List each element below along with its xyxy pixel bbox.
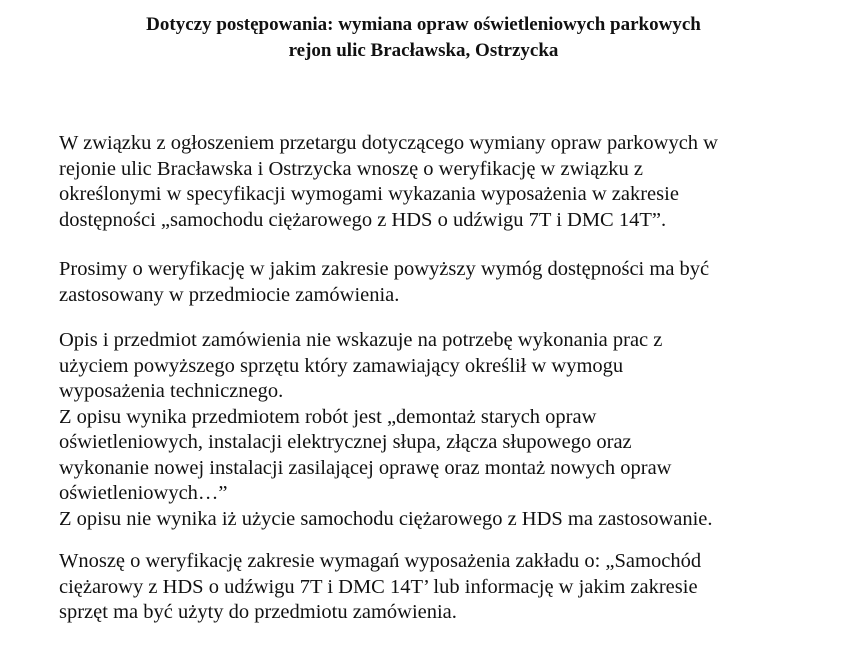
paragraph-line: Wnoszę o weryfikację zakresie wymagań wyposażenia zakładu o: „Samochód [59, 550, 702, 572]
paragraph-line: oświetleniowych…” [59, 482, 228, 504]
paragraph-1 [59, 131, 718, 233]
paragraph-line: sprzęt ma być użyty do przedmiotu zamówienia. [59, 601, 457, 623]
paragraph-2 [59, 257, 709, 308]
paragraph-line: zastosowany w przedmiocie zamówienia. [59, 283, 400, 306]
paragraph-line: wyposażenia technicznego. [59, 380, 284, 402]
document-heading [0, 12, 847, 64]
paragraph-line: dostępności „samochodu ciężarowego z HDS o udźwigu 7T i DMC 14T”. [59, 208, 667, 231]
paragraph-line: Z opisu wynika przedmiotem robót jest „demontaż starych opraw [59, 405, 597, 428]
paragraph-3 [59, 328, 713, 532]
paragraph-line: oświetleniowych, instalacji elektrycznej słupa, złącza słupowego oraz [59, 431, 632, 453]
paragraph-line: Opis i przedmiot zamówienia nie wskazuje na potrzebę wykonania prac z [59, 329, 663, 351]
paragraph-line: wykonanie nowej instalacji zasilającej oprawę oraz montaż nowych opraw [59, 456, 672, 479]
paragraph-line: W związku z ogłoszeniem przetargu dotyczącego wymiany opraw parkowych w [59, 132, 718, 154]
paragraph-line: określonymi w specyfikacji wymogami wykazania wyposażenia w zakresie [59, 183, 679, 205]
heading-line-2: rejon ulic Bracławska, Ostrzycka [288, 40, 559, 61]
paragraph-line: rejonie ulic Bracławska i Ostrzycka wnoszę o weryfikację w związku z [59, 157, 643, 180]
paragraph-line: użyciem powyższego sprzętu który zamawiający określił w wymogu [59, 354, 624, 377]
heading-line-1: Dotyczy postępowania: wymiana opraw oświetleniowych parkowych [146, 14, 701, 35]
paragraph-line: Z opisu nie wynika iż użycie samochodu ciężarowego z HDS ma zastosowanie. [59, 507, 713, 530]
paragraph-4 [59, 549, 701, 626]
paragraph-line: Prosimy o weryfikację w jakim zakresie powyższy wymóg dostępności ma być [59, 258, 710, 280]
paragraph-line: ciężarowy z HDS o udźwigu 7T i DMC 14T’ lub informację w jakim zakresie [59, 575, 698, 598]
